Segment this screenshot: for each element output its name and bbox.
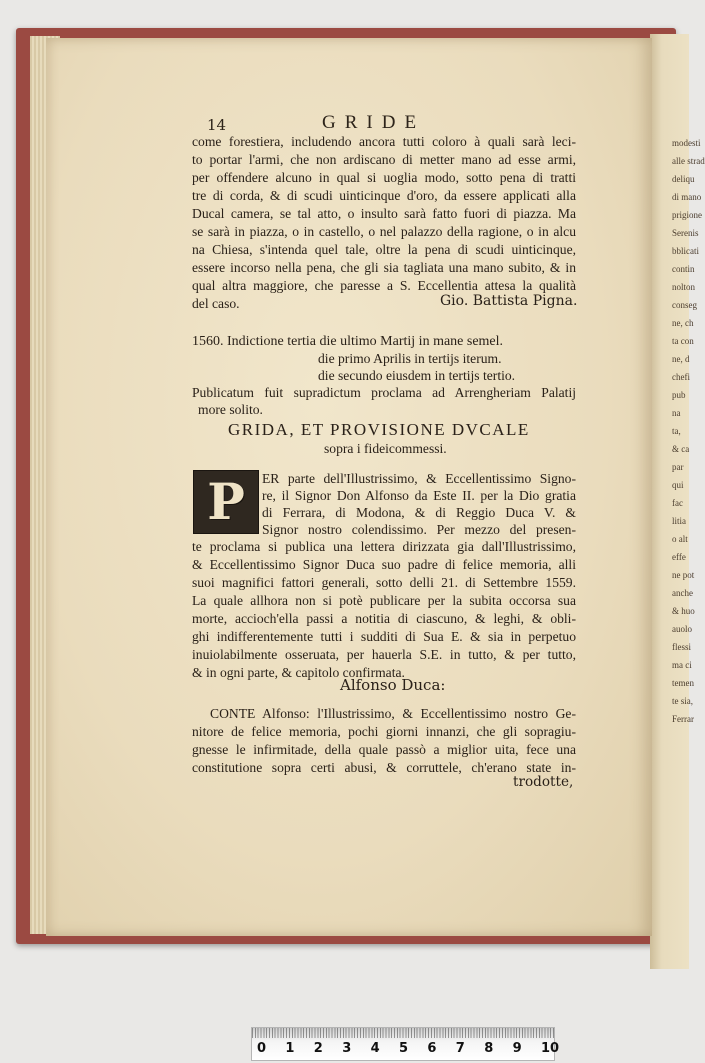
facing-page	[650, 34, 705, 969]
text-line: die secundo eiusdem in tertijs tertio.	[318, 368, 516, 383]
text-line: na Chiesa, s'intenda quel tale, oltre la pena di scudi uinticinque,	[192, 242, 576, 257]
text-line: suoi magnifici fattori generali, sotto delli 21. di Settembre 1559.	[192, 575, 576, 590]
facing-text-line: contin	[672, 264, 695, 274]
ruler-number: 10	[541, 1041, 560, 1056]
text-line: di Ferrara, di Modona, & di Reggio Duca V. &	[262, 505, 576, 520]
signature: Gio. Battista Pigna.	[440, 293, 578, 309]
text-line: per offendere alcuno in qual si uoglia modo, sotto pena di tratti	[192, 170, 576, 185]
facing-text-line: par	[672, 462, 684, 472]
facing-text-line: alle strad	[672, 156, 705, 166]
text-line: to portar l'armi, che non ardiscano di metter mano ad esse armi,	[192, 152, 576, 167]
text-line: inuiolabilmente osseruata, per hauerla S.E. in tutto, & per tutto,	[192, 647, 576, 662]
text-line: CONTE Alfonso: l'Illustrissimo, & Eccellentissimo nostro Ge-	[210, 706, 576, 721]
ruler-number: 3	[342, 1041, 352, 1056]
facing-text-line: ne, d	[672, 354, 690, 364]
facing-text-line: deliqu	[672, 174, 695, 184]
decorated-initial	[193, 470, 259, 534]
text-line: morte, accioch'ella passi a notitia di ciascuno, & leghi, & obli-	[192, 611, 576, 626]
facing-text-line: o alt	[672, 534, 688, 544]
ruler-ticks	[252, 1028, 554, 1038]
facing-text-line: flessi	[672, 642, 691, 652]
letter-heading: Alfonso Duca:	[340, 676, 446, 694]
facing-text-line: auolo	[672, 624, 692, 634]
text-line: gnesse le infirmitade, della quale passò a miglior uita, fece una	[192, 742, 576, 757]
text-line: se sarà in piazza, o in castello, o nel palazzo della ragione, o in alcu	[192, 224, 576, 239]
running-head: GRIDE	[322, 112, 426, 133]
facing-text-line: modesti	[672, 138, 701, 148]
ruler-number: 4	[370, 1041, 380, 1056]
text-line: & in ogni parte, & capitolo confirmata.	[192, 665, 405, 680]
facing-text-line: conseg	[672, 300, 697, 310]
ruler-number: 5	[399, 1041, 409, 1056]
ruler-number: 0	[257, 1041, 267, 1056]
facing-text-line: & huo	[672, 606, 695, 616]
facing-text-line: ne pot	[672, 570, 695, 580]
facing-text-line: fac	[672, 498, 683, 508]
ruler-number: 2	[313, 1041, 323, 1056]
facing-text-line: di mano	[672, 192, 702, 202]
facing-text-line: qui	[672, 480, 684, 490]
facing-text-line: ta,	[672, 426, 681, 436]
facing-text-line: & ca	[672, 444, 690, 454]
facing-text-line: effe	[672, 552, 686, 562]
ruler-number: 7	[455, 1041, 465, 1056]
ruler-number: 8	[484, 1041, 494, 1056]
facing-text-line: chefi	[672, 372, 690, 382]
facing-text-line: anche	[672, 588, 693, 598]
ruler-number: 9	[512, 1041, 522, 1056]
text-line: ER parte dell'Illustrissimo, & Eccellentissimo Signo-	[262, 471, 576, 486]
text-line: ghi indifferentemente tutti i sudditi di Sua E. & sia in perpetuo	[192, 629, 576, 644]
text-line: tre di corda, & di scudi uinticinque d'oro, da essere applicati alla	[192, 188, 576, 203]
text-line: del caso.	[192, 296, 240, 311]
facing-text-line: Serenis	[672, 228, 699, 238]
facing-text-line: ta con	[672, 336, 694, 346]
page-number: 14	[207, 116, 227, 134]
text-line: nitore de felice memoria, pochi giorni innanzi, che gli sopragiu-	[192, 724, 576, 739]
text-line: & Eccellentissimo Signor Duca suo padre di felice memoria, alli	[192, 557, 576, 572]
facing-text-line: bblicati	[672, 246, 699, 256]
text-line: La quale allhora non si potè publicare per la subita occorsa sua	[192, 593, 576, 608]
section-subheading: sopra i fideicommessi.	[324, 441, 447, 456]
facing-text-line: litia	[672, 516, 686, 526]
facing-text-line: nolton	[672, 282, 696, 292]
facing-text-line: ma ci	[672, 660, 692, 670]
text-line: essere incorso nella pena, che gli sia tagliata una mano subito, & in	[192, 260, 576, 275]
facing-text-line: na	[672, 408, 681, 418]
text-line: Publicatum fuit supradictum proclama ad Arrengheriam Palatij	[192, 385, 576, 400]
facing-text-line: pub	[672, 390, 686, 400]
section-heading: GRIDA, ET PROVISIONE DVCALE	[228, 420, 530, 439]
facing-text-line: temen	[672, 678, 694, 688]
text-line: Ducal camera, se tal atto, o insulto sarà fatto fuori di piazza. Ma	[192, 206, 576, 221]
text-line: come forestiera, includendo ancora tutti coloro à quali sarà leci-	[192, 134, 576, 149]
text-line: qual altra maggiore, che paresse a S. Eccellentia attesa la qualità	[192, 278, 576, 293]
facing-text-line: ne, ch	[672, 318, 694, 328]
text-line: constitutione sopra certi abusi, & corruttele, ch'erano state in-	[192, 760, 576, 775]
text-line: 1560. Indictione tertia die ultimo Martij in mane semel.	[192, 334, 504, 349]
catchword: trodotte,	[513, 774, 574, 790]
facing-text-line: te sia,	[672, 696, 693, 706]
scale-ruler	[251, 1027, 560, 1061]
text-line: re, il Signor Don Alfonso da Este II. per la Dio gratia	[262, 488, 576, 503]
facing-text-line: prigione	[672, 210, 702, 220]
text-line: Signor nostro colendissimo. Per mezzo del presen-	[262, 522, 576, 537]
facing-text-line: Ferrar	[672, 714, 694, 724]
initial-letter: P	[207, 472, 245, 531]
text-line: te proclama si publica una lettera dirizzata gia dall'Illustrissimo,	[192, 539, 576, 554]
text-line: more solito.	[198, 402, 263, 417]
text-line: die primo Aprilis in tertijs iterum.	[318, 351, 502, 366]
ruler-number: 6	[427, 1041, 437, 1056]
ruler-number: 1	[285, 1041, 295, 1056]
